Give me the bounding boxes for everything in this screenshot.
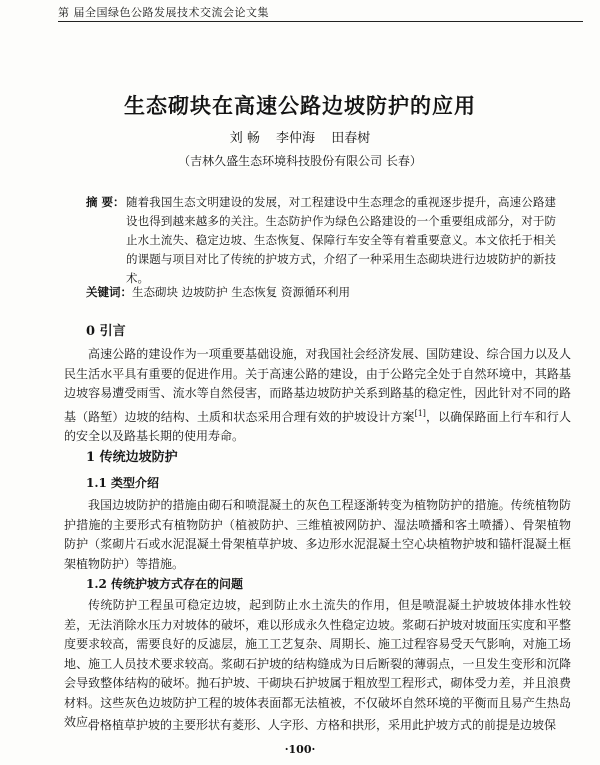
author-2: 李仲海 <box>276 131 316 146</box>
author-1: 刘 畅 <box>229 131 260 146</box>
paragraph-1-2: 传统防护工程虽可稳定边坡，起到防止水土流失的作用，但是喷混凝土护坡坡体排水性较差，无法消除水压力对坡体的破坏，难以形成永久性稳定边坡。浆砌石护坡对坡面压实度和平整度要求较高，需要良好的反滤层，施工工艺复杂、周期长、施工过程容易受天气影响，对施工场地、施工人员技术要求较高。浆砌石护坡的结构缝成为日后断裂的薄弱点，一旦发生变形和沉降会导致整体结构的破坏。抛石护坡、干砌块石护坡属于粗放型工程形式，砌体受力差，并且浪费材料。这些灰色边坡防护工程的坡体表面都无法植被，不仅破坏自然环境的平衡而且易产生热岛效应。 <box>64 598 571 729</box>
abstract-text: 随着我国生态文明建设的发展，对工程建设中生态理念的重视逐步提升，高速公路建设也得到越来越多的关注。生态防护作为绿色公路建设的一个重要组成部分，对于防止水土流失、稳定边坡、生态恢复、保障行车安全等有着重要意义。本文依托于相关的课题与项目对比了传统的护坡方式，介绍了一种采用生态砌块进行边坡防护的新技术。 <box>126 195 556 285</box>
paragraph-1-1: 我国边坡防护的措施由砌石和喷混凝土的灰色工程逐渐转变为植物防护的措施。传统植物防护措施的主要形式有植物防护（植被防护、三维植被网防护、湿法喷播和客土喷播）、骨架植物防护（浆砌片石或水泥混凝土骨架植草护坡、多边形水泥混凝土空心块植物护坡和锚杆混凝土框架植物防护）等措施。 <box>64 498 571 571</box>
section-heading-1: 1 传统边坡防护 <box>86 450 178 465</box>
paragraph-1-3: 骨格植草护坡的主要形状有菱形、人字形、方格和拱形，采用此护坡方式的前提是边坡保 <box>88 718 557 732</box>
section-heading-0: 0 引言 <box>86 324 126 339</box>
paragraph-intro <box>64 345 571 447</box>
page-number: ·100· <box>284 743 316 756</box>
keywords-label: 关键词： <box>86 285 132 299</box>
abstract-label: 摘 要： <box>86 195 125 209</box>
header-rule <box>58 21 583 22</box>
abstract <box>86 193 556 288</box>
paragraph-intro-tail: ，以确保路面上行车和行人的安全以及路基长期的使用寿命。 <box>64 409 571 443</box>
keywords-text: 生态砌块 边坡防护 生态恢复 资源循环利用 <box>132 285 350 299</box>
affiliation: （吉林久盛生态环境科技股份有限公司 长春） <box>178 154 422 168</box>
paragraph-intro-text: 高速公路的建设作为一项重要基础设施，对我国社会经济发展、国防建设、综合国力以及人民生活水平具有重要的促进作用。关于高速公路的建设，由于公路完全处于自然环境中，其路基边坡容易遭受雨雪、流水等自然侵害，而路基边坡防护关系到路基的稳定性，因此针对不同的路基（路堑）边坡的结构、土质和状态采用合理有效的护坡设计方案 <box>64 347 571 424</box>
author-3: 田春树 <box>331 131 371 146</box>
subsection-heading-1-1: 1.1 类型介绍 <box>86 476 160 490</box>
citation-ref: [1] <box>414 408 426 418</box>
running-head: 第 届全国绿色公路发展技术交流会论文集 <box>58 6 269 19</box>
subsection-heading-1-2: 1.2 传统护坡方式存在的问题 <box>86 577 244 591</box>
keywords <box>86 284 566 300</box>
author-list <box>0 127 600 146</box>
paper-title: 生态砌块在高速公路边坡防护的应用 <box>124 93 476 118</box>
